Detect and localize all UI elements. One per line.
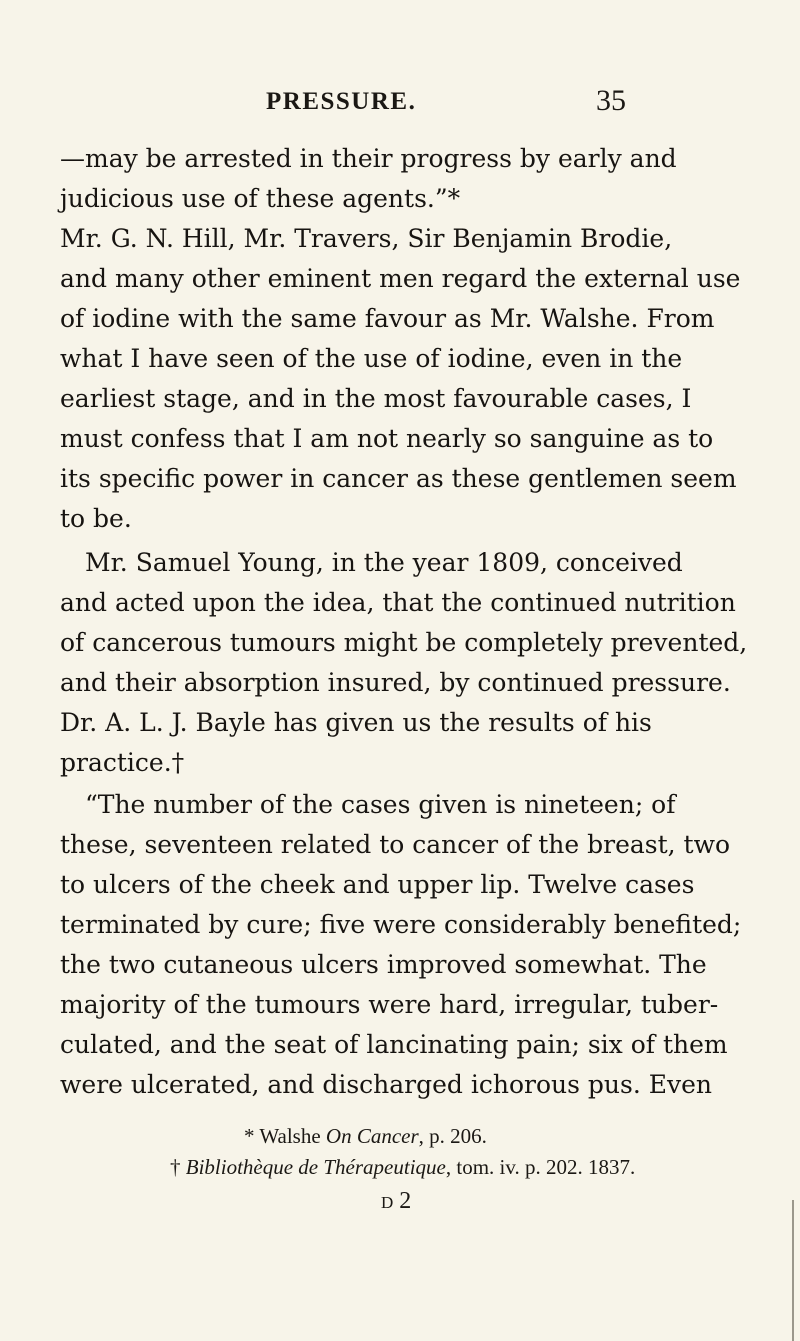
text-line: to be.	[60, 504, 132, 533]
text-line: culated, and the seat of lancinating pain; six of them	[60, 1030, 728, 1059]
text-line: were ulcerated, and discharged ichorous pus. Even	[60, 1070, 712, 1099]
text-line: judicious use of these agents.”*	[60, 184, 461, 213]
text-line: terminated by cure; five were considerably benefited;	[60, 910, 742, 939]
signature-mark	[381, 1188, 411, 1215]
text-line: must confess that I am not nearly so sanguine as to	[60, 424, 714, 453]
text-line: and many other eminent men regard the external use	[60, 264, 741, 293]
text-line: “The number of the cases given is nineteen; of	[85, 790, 676, 819]
running-head: PRESSURE.	[266, 88, 417, 115]
signature-letter: D	[381, 1193, 394, 1212]
text-line: earliest stage, and in the most favourable cases, I	[60, 384, 692, 413]
text-line: these, seventeen related to cancer of the breast, two	[60, 830, 731, 859]
text-line: Dr. A. L. J. Bayle has given us the results of his	[60, 708, 652, 737]
footnote-marker: †	[170, 1155, 186, 1179]
page-header	[0, 84, 800, 128]
footnote-walshe	[244, 1124, 487, 1149]
footnote-title: Bibliothèque de Thérapeutique	[185, 1155, 446, 1179]
page-edge-shadow	[792, 1200, 794, 1341]
text-line: of iodine with the same favour as Mr. Walshe. From	[60, 304, 715, 333]
text-line: of cancerous tumours might be completely prevented,	[60, 628, 748, 657]
text-line: practice.†	[60, 748, 185, 777]
text-line: Mr. G. N. Hill, Mr. Travers, Sir Benjamin Brodie,	[60, 224, 673, 253]
text-line: the two cutaneous ulcers improved somewhat. The	[60, 950, 707, 979]
text-line: —may be arrested in their progress by early and	[60, 144, 677, 173]
footnote-title: On Cancer	[325, 1124, 419, 1148]
text-line: and acted upon the idea, that the continued nutrition	[60, 588, 736, 617]
signature-number: 2	[399, 1188, 412, 1214]
footnote-bayle	[170, 1155, 635, 1180]
text-line: to ulcers of the cheek and upper lip. Twelve cases	[60, 870, 695, 899]
text-line: Mr. Samuel Young, in the year 1809, conceived	[85, 548, 683, 577]
footnote-marker: * Walshe	[244, 1124, 326, 1148]
text-line: its specific power in cancer as these gentlemen seem	[60, 464, 737, 493]
text-line: what I have seen of the use of iodine, even in the	[60, 344, 683, 373]
footnote-rest: , p. 206.	[418, 1124, 487, 1148]
page-number: 35	[596, 84, 626, 117]
footnote-rest: , tom. iv. p. 202. 1837.	[445, 1155, 636, 1179]
text-line: majority of the tumours were hard, irregular, tuber-	[60, 990, 719, 1019]
text-line: and their absorption insured, by continued pressure.	[60, 668, 731, 697]
